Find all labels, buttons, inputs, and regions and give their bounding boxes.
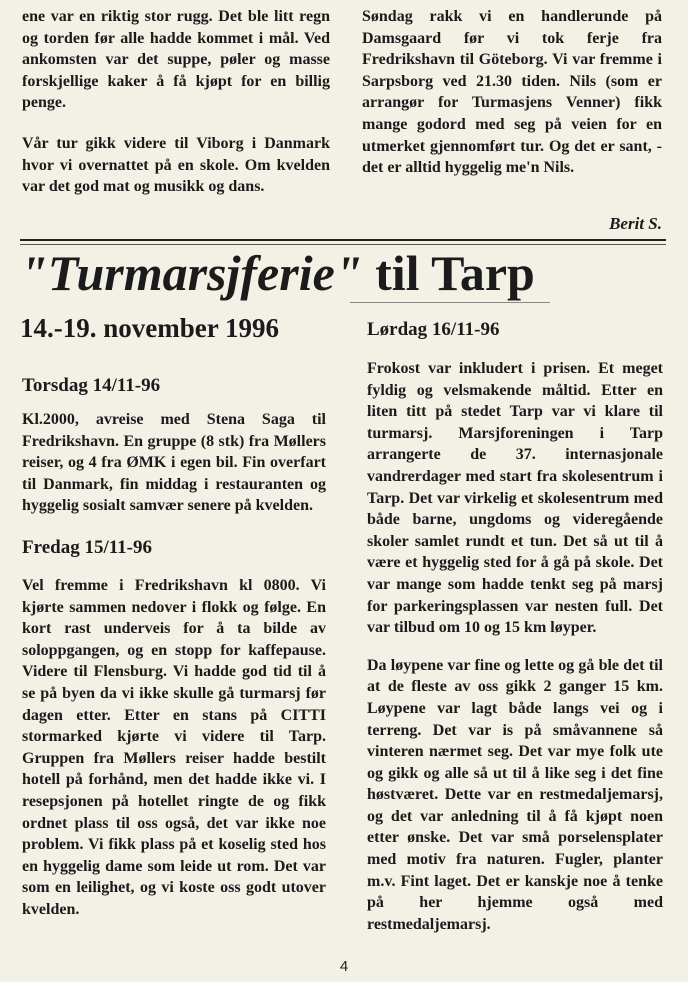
headline-quoted: "Turmarsjferie": [20, 245, 363, 301]
paragraph: Frokost var inkludert i prisen. Et meget fyldig og velsmakende måltid. Etter en liten titt på stedet Tarp var vi klare til turmarsj. Marsjforeningen i Tarp arrangerte de 37. internasjonale vandrerdager med start fra skolesentrum i Tarp. Det var virkelig et skolesentrum med både barne, ungdoms og videregående skoler samlet rundt et tun. Det så ut til å være et hyggelig sted for å gå på skole. Det var mange som hadde tenkt seg på marsj for parkeringsplassen var nesten full. Det var tilbud om 10 og 15 km løyper.: [367, 360, 663, 637]
paragraph: Søndag rakk vi en handlerunde på Damsgaard før vi tok ferje fra Fredrikshavn til Göteborg. Vi var fremme i Sarpsborg ved 21.30 tiden. Nils (som er arrangør for Turmasjens Venner) fikk mange godord med seg på veien for en utmerket gjennomført tur. Og det er sant, - det er alltid hyggelig me'n Nils.: [362, 8, 662, 177]
divider-rule: [20, 239, 666, 241]
headline-underline: [350, 302, 550, 303]
top-left-column: [22, 6, 330, 198]
article-headline: [20, 246, 670, 300]
paragraph: Vel fremme i Fredrikshavn kl 0800. Vi kjørte sammen nedover i flokk og følge. En kort rast underveis for å ta bilde av soloppgangen, og en stopp for kaffepause. Videre til Flensburg. Vi hadde god tid til å se på byen da vi ikke skulle gå turmarsj før dagen etter. Etter en stans på CITTI stormarked kjørte vi videre til Tarp. Gruppen fra Møllers reiser hadde bestilt hotell på forhånd, men det hadde ikke vi. I resepsjonen på hotellet ringte de og fikk ordnet plass til oss også, det var ikke noe problem. Vi fikk plass på et koselig sted hos en hyggelig dame som leide ut rom. Det var som en leilighet, og vi koste oss godt utover kvelden.: [22, 576, 326, 918]
paragraph: ene var en riktig stor rugg. Det ble litt regn og torden før alle hadde kommet i mål. Ved ankomsten var det suppe, pøler og masse forskjellige kaker å få kjøpt for en billig penge.: [22, 8, 330, 112]
paragraph: Kl.2000, avreise med Stena Saga til Fredrikshavn. En gruppe (8 stk) fra Møllers reiser, og 4 fra ØMK i egen bil. Fin overfart til Danmark, fin middag i restauranten og hyggelig sosialt samvær senere på kvelden.: [22, 411, 326, 515]
date-title: 14.-19. november 1996: [20, 313, 279, 343]
day-heading: Torsdag 14/11-96: [22, 375, 161, 396]
right-main-column: [367, 318, 663, 935]
left-main-column: [22, 374, 326, 920]
top-right-column: [362, 6, 662, 179]
headline-rest: til Tarp: [362, 245, 535, 301]
day-heading: Fredag 15/11-96: [22, 536, 153, 558]
day-heading: Lørdag 16/11-96: [367, 319, 500, 340]
author-signature: Berit S.: [609, 214, 662, 233]
page-number: 4: [339, 958, 349, 975]
paragraph: Da løypene var fine og lette og gå ble det til at de fleste av oss gikk 2 ganger 15 km. Løypene var lagt både langs vei og i terreng. Det var is på småvannene så vinteren nærmet seg. Det var mye folk ute og gikk og alle så ut til å like seg i det fine høstværet. Dette var en restmedaljemarsj, og det var anledning til å få kjøpt noen etter ønske. Det var små porselensplater med motiv fra naturen. Fugler, planter m.v. Fint laget. Det er kanskje noe å tenke på her hjemme også med restmedaljemarsj.: [367, 656, 663, 933]
paragraph: Vår tur gikk videre til Viborg i Danmark hvor vi overnattet på en skole. Om kvelden var det god mat og musikk og dans.: [22, 134, 330, 196]
